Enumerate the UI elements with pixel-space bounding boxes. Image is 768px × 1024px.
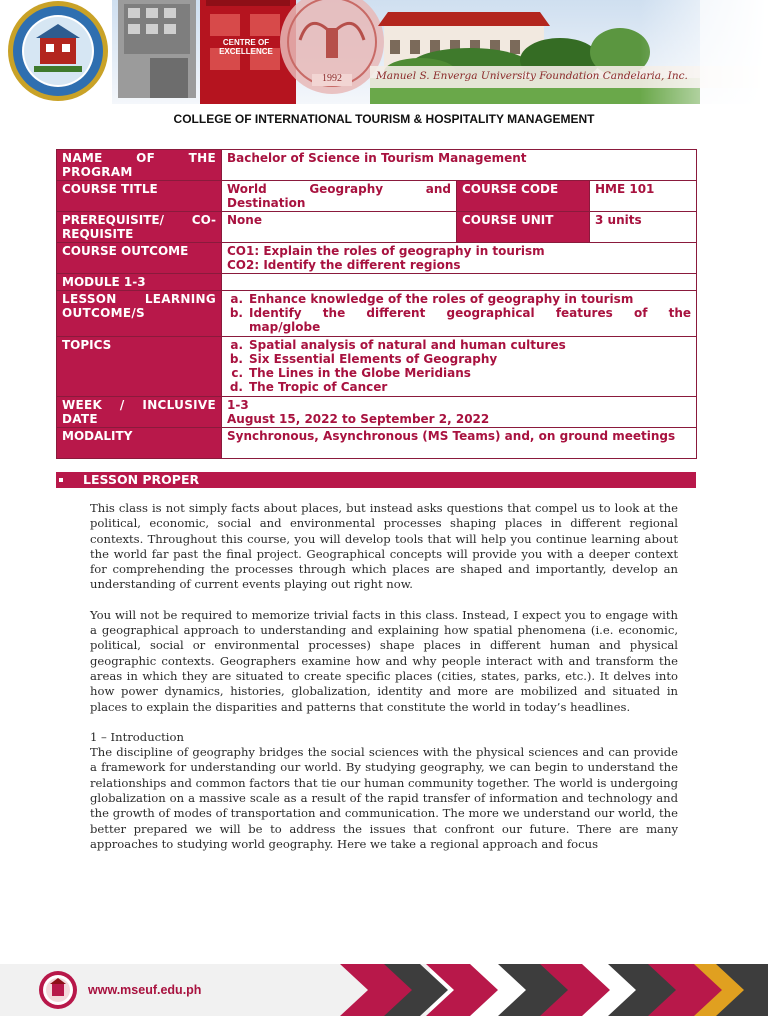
list-item: d. The Tropic of Cancer: [229, 380, 388, 394]
course-unit-value: 3 units: [590, 212, 697, 243]
intro-heading: 1 – Introduction: [90, 729, 184, 744]
lesson-paragraph-2: You will not be required to memorize trivial facts in this class. Instead, I expect you to engage with a geographical approach to understanding and explaining how spatial phenomena (i.e. economic, political, social or environmental processes) shape places in different human and physical geographic contexts. Geographers examine how and why people interact with and transform the areas in which they are situated to create specific places (cities, states, parks, etc.). It delves into how power dynamics, histories, globalization, identity and more are mobilized and situated in places to explain the disparities and patterns that constitute the world in today’s headlines.: [90, 607, 678, 714]
table-row: [57, 337, 697, 397]
list-item: a. Spatial analysis of natural and human cultures: [230, 338, 566, 352]
footer-banner: [0, 960, 768, 1024]
date-value: August 15, 2022 to September 2, 2022: [227, 412, 490, 426]
course-outcome-values: [222, 243, 697, 274]
course-title-label: COURSE TITLE: [57, 181, 222, 212]
course-info-table: [56, 149, 697, 459]
college-title: COLLEGE OF INTERNATIONAL TOURISM & HOSPITALITY MANAGEMENT: [173, 112, 595, 126]
course-title-value: World Geography and Destination: [222, 181, 457, 212]
module-label: MODULE 1-3: [57, 274, 222, 291]
program-label: NAME OF THE PROGRAM: [57, 150, 222, 181]
lesson-proper-heading: LESSON PROPER: [56, 472, 696, 488]
module-value: [222, 274, 697, 291]
llo-values: [222, 291, 697, 337]
table-row: [57, 243, 697, 274]
seal-year: 1992: [322, 73, 342, 84]
week-label: WEEK / INCLUSIVE DATE: [57, 397, 222, 428]
course-outcome-label: COURSE OUTCOME: [57, 243, 222, 274]
building-sign: CENTRE OF EXCELLENCE: [219, 38, 273, 56]
table-row: [57, 212, 697, 243]
foundation-script: Manuel S. Enverga University Foundation Candelaria, Inc.: [376, 70, 688, 82]
table-row: [57, 397, 697, 428]
list-item: b. Six Essential Elements of Geography: [229, 352, 498, 366]
header-banner: [0, 0, 768, 104]
course-unit-label: COURSE UNIT: [457, 212, 590, 243]
prerequisite-value: None: [222, 212, 457, 243]
prerequisite-label: PREREQUISITE/ CO-REQUISITE: [57, 212, 222, 243]
modality-value: Synchronous, Asynchronous (MS Teams) and, on ground meetings: [222, 428, 697, 459]
program-value: Bachelor of Science in Tourism Management: [222, 150, 697, 181]
table-row: [57, 291, 697, 337]
footer-logo: [39, 971, 77, 1009]
topics-label: TOPICS: [57, 337, 222, 397]
week-values: [222, 397, 697, 428]
lesson-paragraph-1: This class is not simply facts about places, but instead asks questions that compel us to look at the political, economic, social and environmental processes shaping places in different regional contexts. Throughout this course, you will develop tools that will help you continue learning about the world far past the final project. Geographical concepts will provide you with a deeper context for comprehending the processes through which places are shaped and importantly, develop an understanding of current events playing out right now.: [90, 501, 678, 592]
course-outcome-2: CO2: Identify the different regions: [227, 258, 461, 272]
course-outcome-1: CO1: Explain the roles of geography in tourism: [227, 244, 545, 258]
course-code-label: COURSE CODE: [457, 181, 590, 212]
list-item: c. The Lines in the Globe Meridians: [231, 366, 471, 380]
week-value: 1-3: [227, 398, 249, 412]
table-row: [57, 150, 697, 181]
topics-values: [222, 337, 697, 397]
bullet-icon: [59, 478, 63, 482]
table-row: [57, 274, 697, 291]
list-item: a. Enhance knowledge of the roles of geography in tourism: [230, 292, 634, 306]
lesson-body: [90, 501, 678, 867]
llo-label: LESSON LEARNING OUTCOME/S: [57, 291, 222, 337]
table-row: [57, 428, 697, 459]
table-row: [57, 181, 697, 212]
course-code-value: HME 101: [590, 181, 697, 212]
list-item: b. Identify the different geographical features of the map/globe: [229, 306, 692, 334]
university-logo: [8, 1, 108, 101]
intro-paragraph: The discipline of geography bridges the social sciences with the physical sciences and can provide a framework for understanding our world. By studying geography, we can begin to understand the relationships and common factors that tie our human community together. The world is undergoing globalization on a massive scale as a result of the rapid transfer of information and technology and the growth of modes of transportation and communication. The more we understand our world, the better prepared we will be to address the issues that confront our future. There are many approaches to studying world geography. Here we take a regional approach and focus: [90, 745, 678, 851]
modality-label: MODALITY: [57, 428, 222, 459]
footer-url[interactable]: www.mseuf.edu.ph: [88, 983, 202, 997]
